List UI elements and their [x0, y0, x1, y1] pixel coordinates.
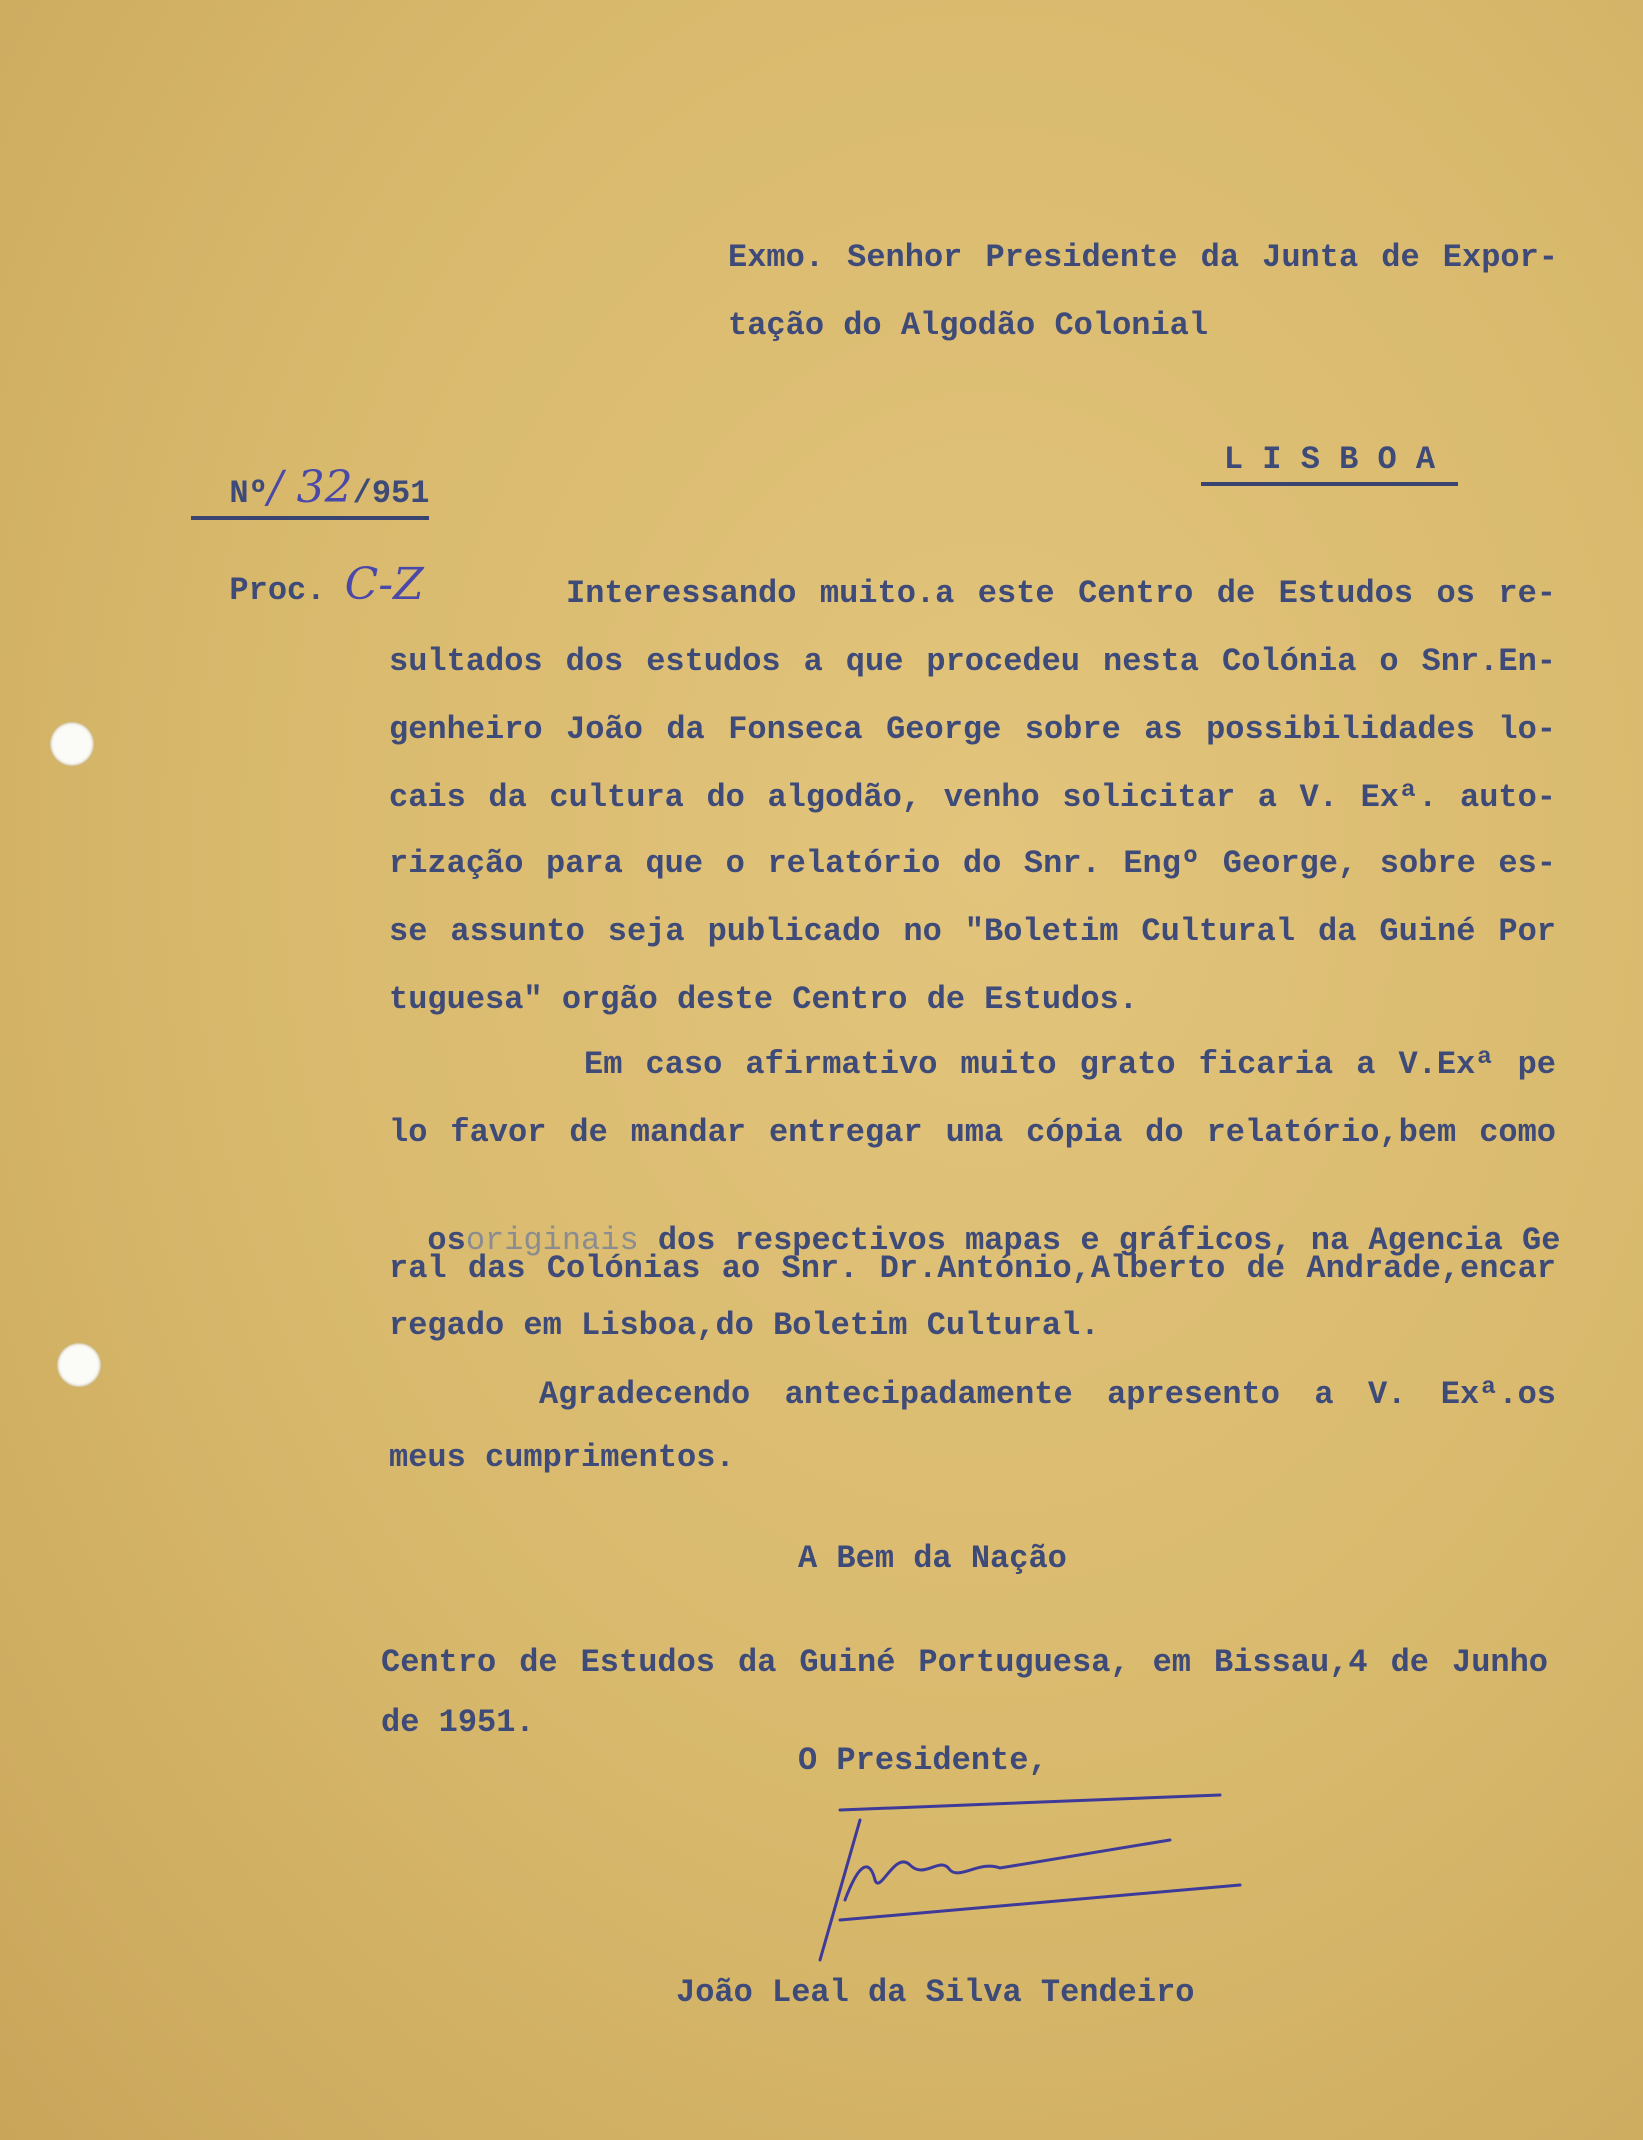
addressee-line-1: Exmo. Senhor Presidente da Junta de Expor- [728, 239, 1558, 276]
p2-rest: dos respectivos mapas e gráficos, na Agencia Ge [638, 1222, 1561, 1259]
p1-line: genheiro João da Fonseca George sobre as possibilidades lo- [389, 711, 1556, 748]
p3-line: meus cumprimentos. [389, 1439, 735, 1476]
p1-line: Interessando muito.a este Centro de Estudos os re- [566, 575, 1556, 612]
punch-hole-top [50, 722, 94, 766]
p2-line: ral das Colónias ao Snr. Dr.António,Alberto de Andrade,encar [389, 1250, 1556, 1287]
addressee-line-2: tação do Algodão Colonial [728, 307, 1209, 344]
signature [800, 1780, 1250, 1970]
closing: A Bem da Nação [798, 1540, 1067, 1577]
p1-line: rização para que o relatório do Snr. Engº George, sobre es- [389, 845, 1556, 882]
reference-prefix: Nº [229, 475, 268, 512]
proc-handwritten-value: C-Z [344, 559, 424, 610]
place-date-line-2: de 1951. [381, 1704, 535, 1741]
reference-handwritten-number: / 32 [267, 462, 353, 513]
p2-line: Em caso afirmativo muito grato ficaria a V.Exª pe [584, 1046, 1556, 1083]
p2-line: regado em Lisboa,do Boletim Cultural. [389, 1307, 1100, 1344]
p2-word: os [427, 1222, 466, 1259]
city-heading: L I S B O A [1201, 440, 1458, 486]
p2-line: lo favor de mandar entregar uma cópia do relatório,bem como [389, 1114, 1556, 1151]
p1-line: se assunto seja publicado no "Boletim Cultural da Guiné Por [389, 913, 1556, 950]
proc-line [191, 525, 424, 611]
proc-label: Proc. [229, 572, 326, 609]
signatory-name: João Leal da Silva Tendeiro [676, 1974, 1195, 2011]
signatory-title: O Presidente, [798, 1742, 1048, 1779]
p3-line: Agradecendo antecipadamente apresento a V. Exª.os [539, 1376, 1556, 1413]
reference-number [191, 428, 429, 520]
p1-line: cais da cultura do algodão, venho solicitar a V. Exª. auto- [389, 779, 1556, 816]
p1-line: sultados dos estudos a que procedeu nesta Colónia o Snr.En- [389, 643, 1556, 680]
punch-hole-bottom [57, 1343, 101, 1387]
p1-line: tuguesa" orgão deste Centro de Estudos. [389, 981, 1138, 1018]
reference-year: /951 [352, 475, 430, 512]
place-date-line-1: Centro de Estudos da Guiné Portuguesa, em Bissau,4 de Junho [381, 1644, 1548, 1681]
p2-faint-word: originais [465, 1222, 639, 1259]
